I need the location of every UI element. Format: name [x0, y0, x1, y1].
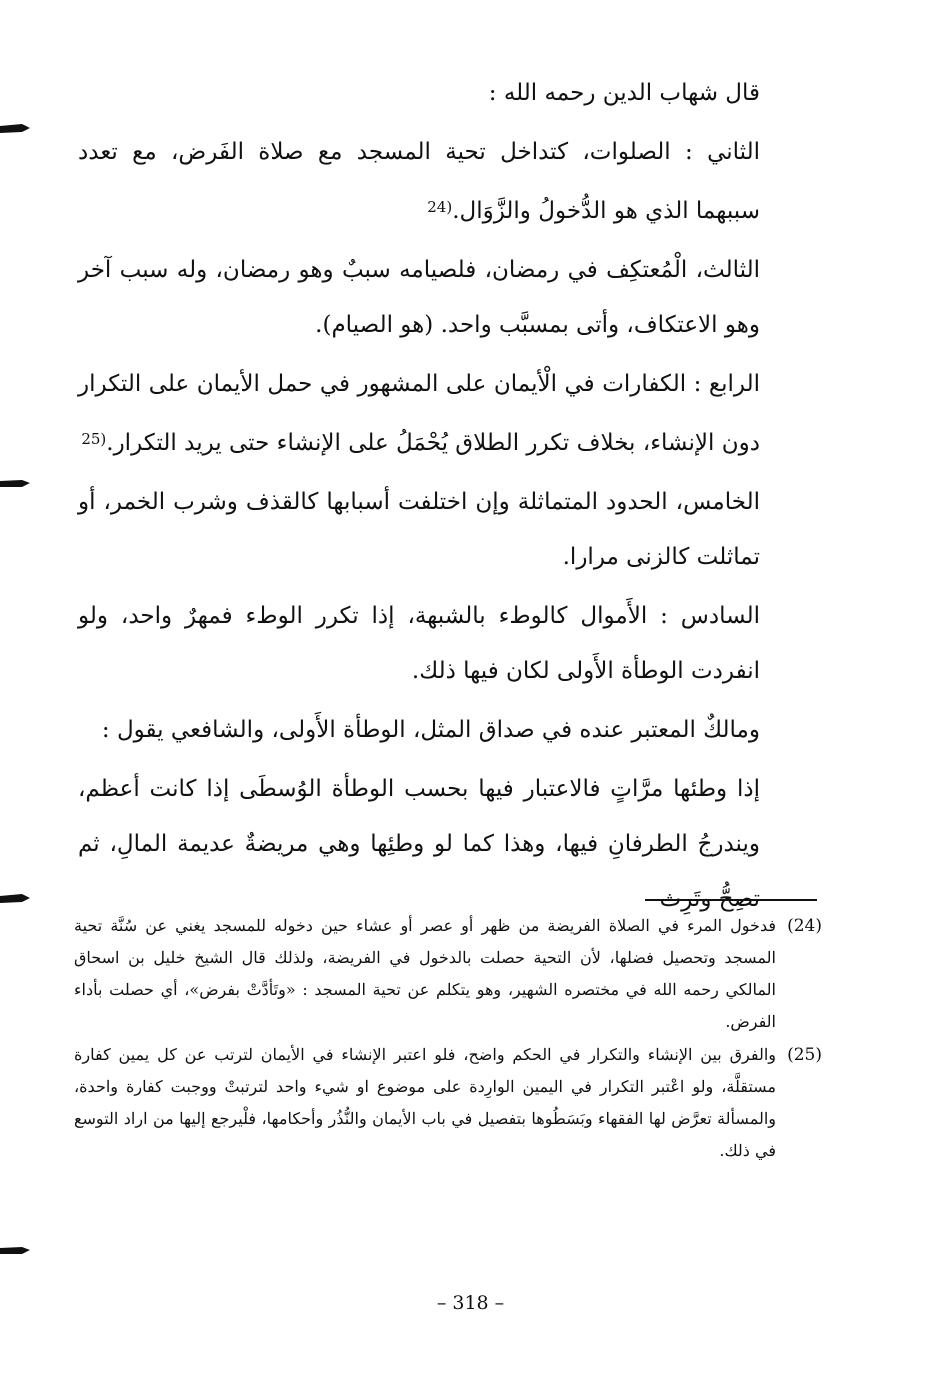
- footnote-text: والفرق بين الإنشاء والتكرار في الحكم واضح، فلو اعتبر الإنشاء في الأيمان لترتب عن كل يمين كفارة مستقلَّة، ولو اعْتبر التكرار في اليمين الوارِدة على موضوع او شيء واحد لترتبتْ ووجبت كفارة واحدة، والمسألة تعرَّض لها الفقهاء وبَسَطُوها بتفصيل في باب الأيمان والنُّذُر وأحكامها، فلْيرجع إليها من اراد التوسع في ذلك.: [74, 1045, 777, 1160]
- footnote-number: (25): [787, 1045, 822, 1065]
- binding-mark-icon: [0, 892, 30, 906]
- paragraph-text: إذا وطئها مرَّاتٍ فالاعتبار فيها بحسب الوطأة الوُسطَى إذا كانت أعظم، ويندرجُ الطرفانِ فيها، وهذا كما لو وطئِها وهي مريضةٌ عديمة المالِ، ثم تصِحُّ وتَرِث: [78, 776, 760, 912]
- footnote-number: (24): [787, 916, 822, 936]
- footnote-24: [74, 910, 822, 1038]
- paragraph-text: ومالكٌ المعتبر عنده في صداق المثل، الوطأة الأَولى، والشافعي يقول :: [101, 717, 760, 743]
- paragraph: [78, 762, 760, 927]
- footnote-25: [74, 1039, 822, 1167]
- paragraph: [78, 125, 760, 239]
- paragraph: [78, 243, 760, 353]
- page-number: – 318 –: [436, 1292, 505, 1314]
- footnote-divider: [645, 899, 817, 901]
- footnote-ref: (24: [427, 198, 453, 216]
- paragraph: [78, 589, 760, 699]
- footnote-text: فدخول المرء في الصلاة الفريضة من ظهر أو عصر أو عشاء حين دخوله للمسجد يغني عن سُنَّة تحية المسجد وتحصيل فضلها، لأن التحية حصلت بالدخول في الفريضة، ولذلك قال الشيخ خليل بن اسحاق المالكي رحمه الله في مختصره الشهير، وهو يتكلم عن تحية المسجد : «وتَأدَّتْ بفرض»، أي حصلت بأداء الفرض.: [74, 916, 776, 1031]
- binding-mark-icon: [0, 477, 30, 491]
- footnotes: [74, 910, 822, 1168]
- paragraph: [78, 703, 760, 758]
- main-text: [78, 66, 760, 931]
- paragraph: [78, 357, 760, 471]
- paragraph-text: الثالث، الْمُعتكِف في رمضان، فلصيامه سببٌ وهو رمضان، وله سبب آخر وهو الاعتكاف، وأتى بمسبَّب واحد. (هو الصيام).: [78, 257, 760, 338]
- paragraph: [78, 475, 760, 585]
- paragraph-text: السادس : الأَموال كالوطء بالشبهة، إذا تكرر الوطء فمهرٌ واحد، ولو انفردت الوطأة الأَولى لكان فيها ذلك.: [78, 603, 760, 684]
- paragraph-text: الثاني : الصلوات، كتداخل تحية المسجد مع صلاة الفَرض، مع تعدد سببهما الذي هو الدُّخولُ والزَّوَال.: [78, 139, 760, 224]
- paragraph-text: الرابع : الكفارات في الْأيمان على المشهور في حمل الأيمان على التكرار دون الإنشاء، بخلاف تكرر الطلاق يُحْمَلُ على الإنشاء حتى يريد التكرار.: [78, 371, 760, 456]
- heading-line: قال شهاب الدين رحمه الله :: [488, 80, 760, 106]
- binding-mark-icon: [0, 122, 30, 136]
- paragraph-text: الخامس، الحدود المتماثلة وإن اختلفت أسبابها كالقذف وشرب الخمر، أو تماثلت كالزنى مرارا.: [78, 489, 760, 570]
- binding-mark-icon: [0, 1244, 30, 1258]
- footnote-ref: (25: [81, 430, 107, 448]
